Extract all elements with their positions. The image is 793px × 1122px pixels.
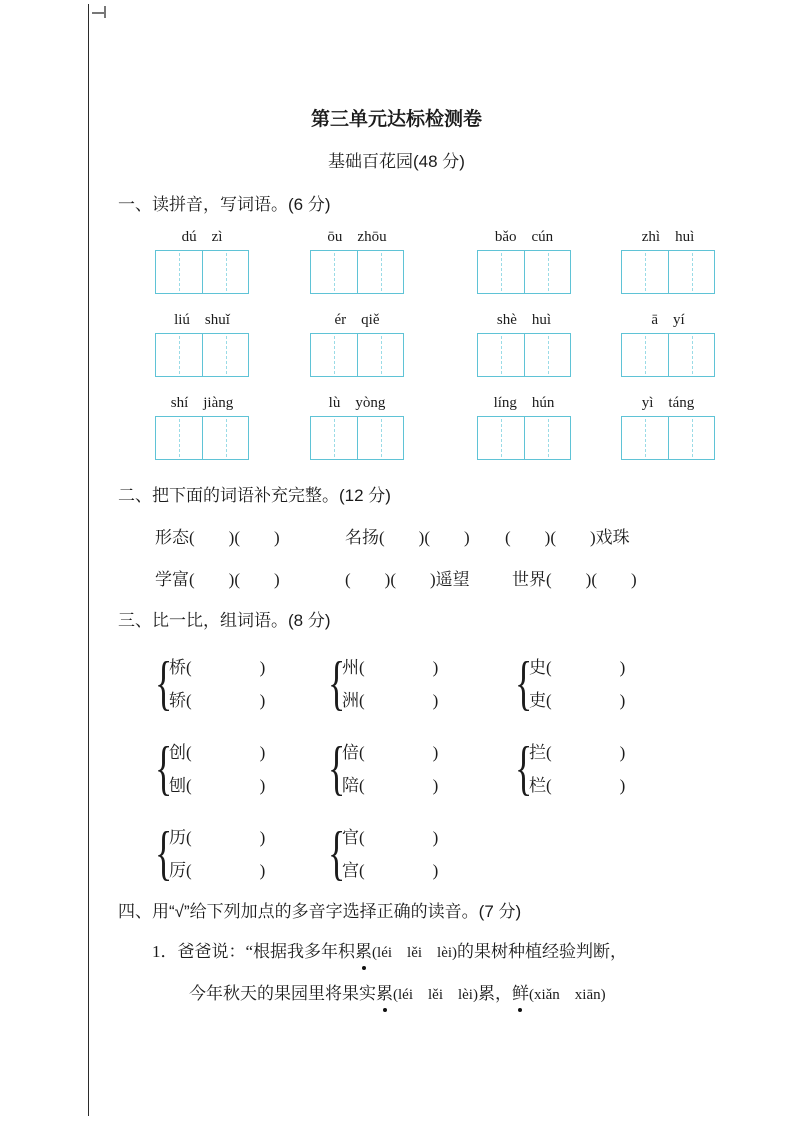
writing-grid — [477, 250, 571, 294]
writing-cell — [357, 417, 403, 459]
writing-cell — [156, 251, 202, 293]
pinyin-word-block — [155, 394, 249, 460]
brace-icon: { — [155, 735, 173, 801]
idiom-blank: 世界( )( ) — [512, 570, 637, 589]
writing-cell — [202, 251, 248, 293]
writing-cell — [622, 417, 668, 459]
pinyin-label: shí jiàng — [170, 395, 234, 411]
pinyin-word-block — [310, 228, 404, 294]
dotted-character: 累 — [376, 981, 393, 1007]
compare-line: 厉( ) — [169, 861, 266, 880]
pinyin-options: (xiǎn xiān) — [528, 987, 606, 1003]
writing-grid — [310, 416, 404, 460]
pinyin-label: bǎo cún — [494, 229, 554, 245]
brace-icon: { — [515, 650, 533, 716]
pinyin-word-block — [310, 311, 404, 377]
writing-grid — [621, 416, 715, 460]
pinyin-label: ér qiě — [334, 312, 380, 328]
writing-grid — [155, 416, 249, 460]
compare-line: 宫( ) — [342, 861, 439, 880]
writing-grid — [310, 250, 404, 294]
brace-icon: { — [328, 820, 346, 886]
brace-icon: { — [515, 735, 533, 801]
writing-cell — [668, 251, 714, 293]
writing-cell — [622, 251, 668, 293]
pinyin-label: lù yòng — [328, 395, 386, 411]
writing-cell — [311, 417, 357, 459]
pinyin-word-block — [477, 394, 571, 460]
writing-cell — [524, 417, 570, 459]
compare-line: 刨( ) — [169, 776, 266, 795]
section-2-heading: 二、把下面的词语补充完整。(12 分) — [118, 486, 391, 505]
idiom-blank: ( )( )遥望 — [345, 570, 470, 589]
compare-group — [328, 736, 438, 802]
compare-line: 陪( ) — [342, 776, 439, 795]
writing-cell — [311, 334, 357, 376]
brace-icon: { — [155, 820, 173, 886]
polyphone-sentence-line-2 — [189, 981, 606, 1008]
pinyin-label: ā yí — [651, 312, 685, 328]
pinyin-label: líng hún — [493, 395, 555, 411]
section-1-heading: 一、读拼音，写词语。(6 分) — [118, 195, 331, 214]
writing-cell — [668, 334, 714, 376]
pinyin-label: dú zì — [181, 229, 223, 245]
writing-cell — [357, 251, 403, 293]
writing-cell — [357, 334, 403, 376]
idiom-blank: 名扬( )( ) — [345, 528, 470, 547]
pinyin-word-block — [477, 311, 571, 377]
compare-group — [155, 736, 265, 802]
pinyin-label: liú shuǐ — [174, 312, 230, 328]
pinyin-word-block — [621, 228, 715, 294]
compare-line: 州( ) — [342, 658, 439, 677]
pinyin-options: (léi lěi lèi) — [372, 945, 458, 961]
writing-grid — [477, 333, 571, 377]
writing-grid — [621, 250, 715, 294]
dotted-character: 鲜 — [512, 981, 529, 1007]
compare-line: 吏( ) — [529, 691, 626, 710]
writing-grid — [621, 333, 715, 377]
compare-group — [328, 651, 438, 717]
compare-line: 官( ) — [342, 828, 439, 847]
compare-group — [155, 821, 265, 887]
compare-line: 轿( ) — [169, 691, 266, 710]
writing-grid — [155, 250, 249, 294]
page-subtitle: 基础百花园(48 分) — [328, 152, 465, 171]
compare-line: 史( ) — [529, 658, 626, 677]
compare-group — [515, 651, 625, 717]
pinyin-word-block — [155, 311, 249, 377]
compare-line: 创( ) — [169, 743, 266, 762]
pinyin-label: ōu zhōu — [327, 229, 387, 245]
pinyin-word-block — [621, 311, 715, 377]
writing-cell — [668, 417, 714, 459]
writing-cell — [478, 251, 524, 293]
corner-mark — [104, 6, 106, 18]
writing-cell — [524, 251, 570, 293]
writing-cell — [478, 334, 524, 376]
writing-cell — [202, 334, 248, 376]
polyphone-sentence-line-1 — [152, 939, 627, 966]
dotted-character: 累 — [355, 939, 372, 965]
compare-line: 倍( ) — [342, 743, 439, 762]
writing-cell — [202, 417, 248, 459]
writing-cell — [156, 334, 202, 376]
compare-group — [155, 651, 265, 717]
brace-icon: { — [328, 735, 346, 801]
writing-cell — [478, 417, 524, 459]
writing-cell — [524, 334, 570, 376]
section-3-heading: 三、比一比，组词语。(8 分) — [118, 611, 331, 630]
compare-group — [515, 736, 625, 802]
writing-grid — [155, 333, 249, 377]
brace-icon: { — [155, 650, 173, 716]
sentence-text: 的果树种植经验判断， — [457, 942, 628, 961]
pinyin-word-block — [310, 394, 404, 460]
writing-cell — [622, 334, 668, 376]
pinyin-label: shè huì — [496, 312, 552, 328]
sentence-text: 累， — [477, 984, 512, 1003]
pinyin-label: zhì huì — [641, 229, 695, 245]
compare-line: 桥( ) — [169, 658, 266, 677]
pinyin-word-block — [155, 228, 249, 294]
page-title: 第三单元达标检测卷 — [310, 109, 482, 130]
pinyin-options: (léi lěi lèi) — [393, 987, 478, 1003]
pinyin-word-block — [477, 228, 571, 294]
idiom-blank: 学富( )( ) — [155, 570, 280, 589]
section-4-heading: 四、用“√”给下列加点的多音字选择正确的读音。(7 分) — [118, 902, 522, 921]
compare-line: 洲( ) — [342, 691, 439, 710]
brace-icon: { — [328, 650, 346, 716]
compare-line: 历( ) — [169, 828, 266, 847]
pinyin-label: yì táng — [641, 395, 695, 411]
sentence-text: 今年秋天的果园里将果实 — [189, 984, 376, 1003]
idiom-blank: ( )( )戏珠 — [505, 528, 630, 547]
pinyin-word-block — [621, 394, 715, 460]
compare-group — [328, 821, 438, 887]
writing-cell — [311, 251, 357, 293]
writing-grid — [310, 333, 404, 377]
writing-grid — [477, 416, 571, 460]
writing-cell — [156, 417, 202, 459]
idiom-blank: 形态( )( ) — [155, 528, 280, 547]
sentence-text: 1．爸爸说：“根据我多年积 — [152, 942, 356, 961]
compare-line: 栏( ) — [529, 776, 626, 795]
compare-line: 拦( ) — [529, 743, 626, 762]
